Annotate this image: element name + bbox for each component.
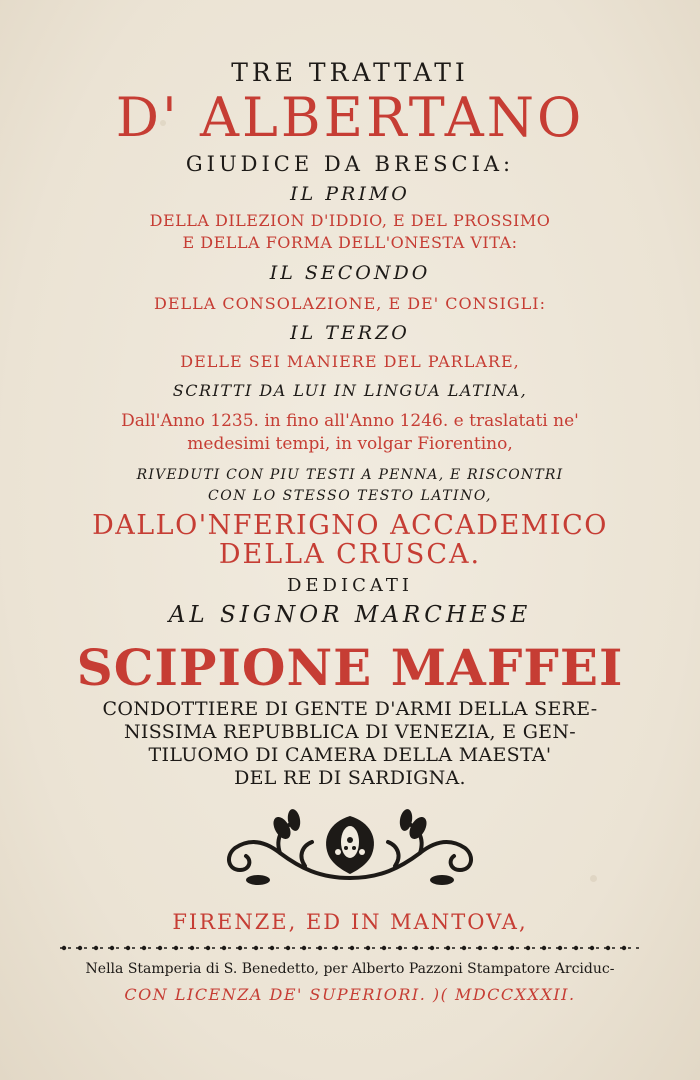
rule-dot bbox=[542, 946, 546, 950]
rule-dot bbox=[526, 946, 530, 950]
accademico-line-2: DELLA CRUSCA. bbox=[218, 539, 482, 570]
dedicati-line: DEDICATI bbox=[286, 575, 414, 596]
rule-dot bbox=[462, 946, 466, 950]
rule-dot bbox=[238, 946, 242, 950]
rule-dot bbox=[622, 946, 626, 950]
secondo-line-1: DELLA CONSOLAZIONE, E DE' CONSIGLI: bbox=[154, 294, 546, 313]
riveduti-line-2: CON LO STESSO TESTO LATINO, bbox=[208, 488, 492, 504]
rule-dot bbox=[206, 946, 210, 950]
primo-heading: IL PRIMO bbox=[290, 183, 410, 205]
rule-dot bbox=[590, 946, 594, 950]
rule-dot bbox=[222, 946, 226, 950]
rule-dot bbox=[382, 946, 386, 950]
imprint-license: CON LICENZA DE' SUPERIORI. )( MDCCXXXII. bbox=[124, 985, 576, 1004]
rule-dot bbox=[110, 946, 114, 950]
title-line-albertano: D' ALBERTANO bbox=[115, 86, 585, 149]
rule-dot bbox=[190, 946, 194, 950]
rule-dot bbox=[334, 946, 338, 950]
primo-line-2: E DELLA FORMA DELL'ONESTA VITA: bbox=[182, 233, 518, 252]
rule-dot bbox=[366, 946, 370, 950]
rule-dot bbox=[62, 946, 66, 950]
rule-dot bbox=[398, 946, 402, 950]
rule-dot bbox=[574, 946, 578, 950]
scritti-line: SCRITTI DA LUI IN LINGUA LATINA, bbox=[172, 381, 528, 400]
rule-dot bbox=[174, 946, 178, 950]
printers-ornament-icon bbox=[210, 808, 490, 896]
rule-dot bbox=[270, 946, 274, 950]
date-line-2: medesimi tempi, in volgar Fiorentino, bbox=[187, 434, 513, 454]
decorative-rule-divider bbox=[60, 942, 640, 954]
rule-dot bbox=[78, 946, 82, 950]
rule-dot bbox=[350, 946, 354, 950]
rule-dot bbox=[318, 946, 322, 950]
foxing-spot bbox=[590, 875, 597, 882]
title-line-tre-trattati: TRE TRATTATI bbox=[231, 58, 469, 87]
rule-dot bbox=[478, 946, 482, 950]
rule-dot bbox=[510, 946, 514, 950]
rule-dot bbox=[430, 946, 434, 950]
terzo-heading: IL TERZO bbox=[290, 322, 410, 344]
riveduti-line-1: RIVEDUTI CON PIU TESTI A PENNA, E RISCONTRI bbox=[136, 467, 564, 483]
imprint-printer: Nella Stamperia di S. Benedetto, per Alberto Pazzoni Stampatore Arciduc- bbox=[85, 961, 615, 977]
rule-dot bbox=[158, 946, 162, 950]
rule-dot bbox=[142, 946, 146, 950]
condottiere-line-2: NISSIMA REPUBBLICA DI VENEZIA, E GEN- bbox=[123, 721, 576, 743]
primo-line-1: DELLA DILEZION D'IDDIO, E DEL PROSSIMO bbox=[149, 211, 551, 230]
rule-dot bbox=[446, 946, 450, 950]
rule-dot bbox=[254, 946, 258, 950]
imprint-city: FIRENZE, ED IN MANTOVA, bbox=[172, 910, 528, 934]
rule-dot bbox=[494, 946, 498, 950]
terzo-line-1: DELLE SEI MANIERE DEL PARLARE, bbox=[180, 352, 520, 371]
date-line-1: Dall'Anno 1235. in fino all'Anno 1246. e traslatati ne' bbox=[121, 411, 579, 431]
rule-dot bbox=[558, 946, 562, 950]
accademico-line-1: DALLO'NFERIGNO ACCADEMICO bbox=[92, 510, 608, 541]
condottiere-line-4: DEL RE DI SARDIGNA. bbox=[234, 767, 466, 789]
title-line-giudice: GIUDICE DA BRESCIA: bbox=[185, 152, 515, 176]
secondo-heading: IL SECONDO bbox=[269, 262, 431, 284]
rule-dot bbox=[286, 946, 290, 950]
signor-line: AL SIGNOR MARCHESE bbox=[168, 602, 532, 628]
rule-dot bbox=[94, 946, 98, 950]
condottiere-line-3: TILUOMO DI CAMERA DELLA MAESTA' bbox=[148, 744, 552, 766]
rule-dot bbox=[606, 946, 610, 950]
dedicatee-name: SCIPIONE MAFFEI bbox=[76, 638, 624, 697]
rule-dot bbox=[126, 946, 130, 950]
rule-dot bbox=[414, 946, 418, 950]
rule-dot bbox=[302, 946, 306, 950]
condottiere-line-1: CONDOTTIERE DI GENTE D'ARMI DELLA SERE- bbox=[102, 698, 598, 720]
